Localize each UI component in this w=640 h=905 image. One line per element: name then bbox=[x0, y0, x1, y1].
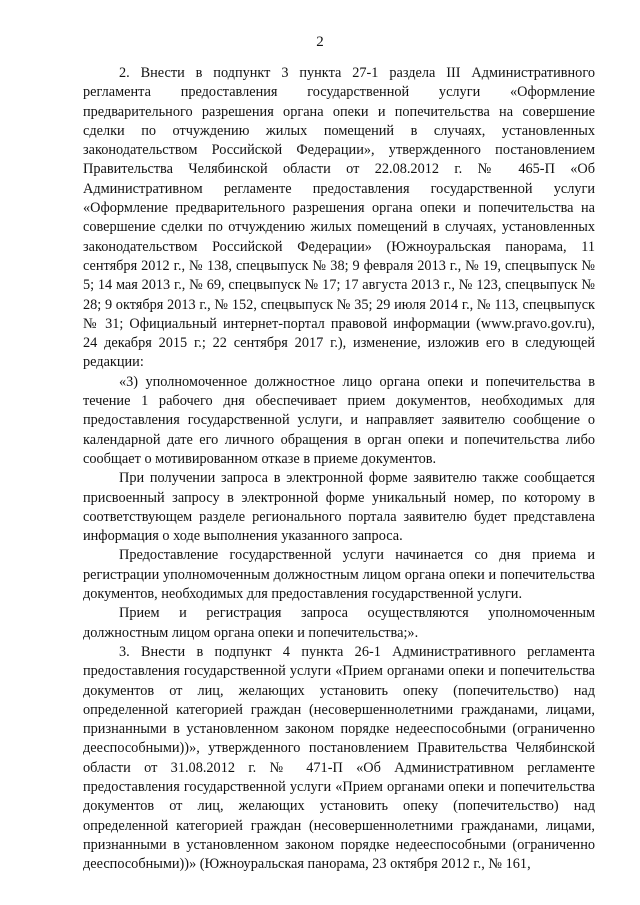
paragraph-service-start: Предоставление государственной услуги начинается со дня приема и регистрации уполномоченным должностным лицом органа опеки и попечительства документов, необходимых для предоставления государственной услуги. bbox=[83, 547, 595, 603]
document-body bbox=[83, 64, 595, 874]
paragraph-quoted-subpoint-3: «3) уполномоченное должностное лицо органа опеки и попечительства в течение 1 рабочего дня обеспечивает прием документов, необходимых для предоставления государственной услуги, и направляет заявителю сообщение о календарной дате его личного обращения в орган опеки и попечительства либо сообщает о мотивированном отказе в приеме документов. bbox=[83, 373, 595, 467]
paragraph-electronic-request: При получении запроса в электронной форме заявителю также сообщается присвоенный запросу в электронной форме уникальный номер, по которому в соответствующем разделе регионального портала заявителю будет представлена информация о ходе выполнения указанного запроса. bbox=[83, 470, 595, 545]
paragraph-reception-registration: Прием и регистрация запроса осуществляются уполномоченным должностным лицом органа опеки и попечительства;». bbox=[83, 605, 595, 641]
page-number: 2 bbox=[316, 34, 324, 50]
paragraph-item-2: 2. Внести в подпункт 3 пункта 27-1 раздела III Административного регламента предоставления государственной услуги «Оформление предварительного разрешения органа опеки и попечительства на совершение сделки по отчуждению жилых помещений в случаях, установленных законодательством Российской Федерации», утвержденного постановлением Правительства Челябинской области от 22.08.2012 г. № 465-П «Об Административном регламенте предоставления государственной услуги «Оформление предварительного разрешения органа опеки и попечительства на совершение сделки по отчуждению жилых помещений в случаях, установленных законодательством Российской Федерации» (Южноуральская панорама, 11 сентября 2012 г., № 138, спецвыпуск № 38; 9 февраля 2013 г., № 19, спецвыпуск № 5; 14 мая 2013 г., № 69, спецвыпуск № 17; 17 августа 2013 г., № 123, спецвыпуск № 28; 9 октября 2013 г., № 152, спецвыпуск № 35; 29 июля 2014 г., № 113, спецвыпуск № 31; Официальный интернет-портал правовой информации (www.pravo.gov.ru), 24 декабря 2015 г.; 22 сентября 2017 г.), изменение, изложив его в следующей редакции: bbox=[83, 65, 595, 371]
paragraph-item-3: 3. Внести в подпункт 4 пункта 26-1 Административного регламента предоставления государственной услуги «Прием органами опеки и попечительства документов от лиц, желающих установить опеку (попечительство) над определенной категорией граждан (несовершеннолетними гражданами, лицами, признанными в установленном законом порядке недееспособными (ограниченно дееспособными))», утвержденного постановлением Правительства Челябинской области от 31.08.2012 г. № 471-П «Об Административном регламенте предоставления государственной услуги «Прием органами опеки и попечительства документов от лиц, желающих установить опеку (попечительство) над определенной категорией граждан (несовершеннолетними гражданами, лицами, признанными в установленном законом порядке недееспособными (ограниченно дееспособными))» (Южноуральская панорама, 23 октября 2012 г., № 161, bbox=[83, 643, 595, 873]
